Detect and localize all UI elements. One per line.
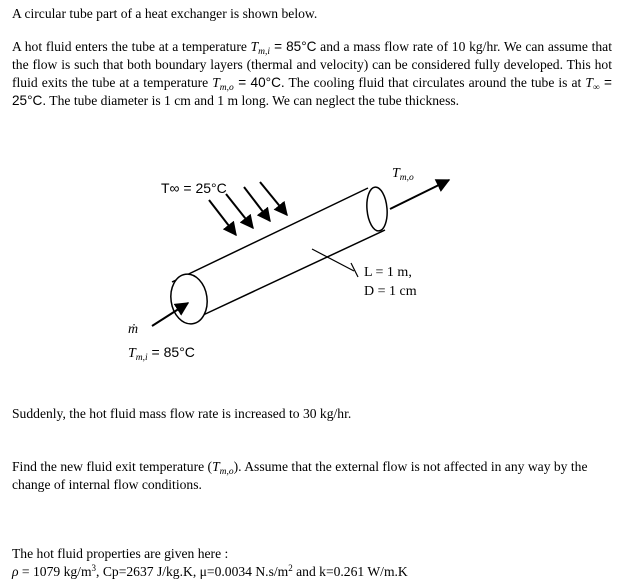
ambient-temperature-label: T∞ = 25°C — [161, 180, 227, 196]
outlet-temperature-label — [392, 166, 414, 182]
symbol-t: T — [392, 166, 400, 181]
density-symbol: ρ — [12, 564, 19, 579]
subscript-mi: m,i — [135, 353, 148, 363]
ambient-temperature-value: = 25°C. — [12, 75, 612, 108]
external-flow-arrow — [260, 182, 287, 215]
density-exponent: 3 — [91, 563, 97, 573]
problem-text-1: A hot fluid enters the tube at a temperature — [12, 39, 251, 54]
symbol-t: T — [212, 75, 220, 90]
properties-values — [12, 563, 612, 581]
question-text — [12, 458, 612, 494]
inlet-temperature-value: = 85°C — [270, 39, 317, 54]
symbol-t: T — [128, 346, 136, 361]
external-flow-arrow — [244, 187, 270, 221]
intro-text: A circular tube part of a heat exchanger is shown below. — [12, 6, 318, 21]
conductivity-value: and k=0.261 W/m.K — [292, 564, 408, 579]
subscript-infinity: ∞ — [592, 83, 600, 93]
flow-change-statement: Suddenly, the hot fluid mass flow rate is increased to 30 kg/hr. — [12, 406, 352, 421]
heat-exchanger-figure — [0, 160, 622, 375]
viscosity-exponent: 2 — [288, 563, 293, 573]
properties-title: The hot fluid properties are given here : — [12, 546, 229, 561]
problem-text-2: and a mass flow rate of 10 kg/hr. We can assume that the flow is such that both boundary layers (thermal and velocity) can be considered fully developed. This hot fluid exits the tube at a temperature — [12, 39, 612, 90]
tube-diagram — [0, 160, 622, 375]
outlet-temperature-value: = 40°C. — [233, 75, 285, 90]
subscript-mo: m,o — [399, 173, 414, 183]
cp-viscosity-values: , Cp=2637 J/kg.K, μ=0.0034 N.s/m — [96, 564, 289, 579]
outlet-flow-arrow — [390, 180, 449, 209]
density-value: = 1079 kg/m — [18, 564, 92, 579]
inlet-temperature-value: = 85°C — [147, 344, 195, 360]
tube-inlet-end — [168, 272, 211, 327]
question-text-2: ). Assume that the external flow is not affected in any way by the change of internal flow conditions. — [12, 459, 588, 492]
tube-length-label: L = 1 m, — [364, 265, 412, 280]
problem-text-3: The cooling fluid that circulates around the tube is at — [284, 75, 586, 90]
tube-diameter-label: D = 1 cm — [364, 284, 417, 299]
question-text-1: Find the new fluid exit temperature ( — [12, 459, 213, 474]
symbol-t: T — [250, 39, 259, 54]
subscript-mi: m,i — [258, 47, 271, 57]
problem-text-4: The tube diameter is 1 cm and 1 m long. We can neglect the tube thickness. — [46, 93, 460, 108]
problem-statement — [12, 38, 612, 110]
external-flow-arrow — [226, 194, 253, 228]
symbol-t: T — [212, 459, 220, 474]
subscript-mo: m,o — [219, 83, 234, 93]
mass-flow-label: ṁ — [128, 322, 139, 337]
symbol-t: T — [585, 75, 593, 90]
tube-outlet-end — [365, 186, 389, 232]
inlet-temperature-label — [128, 344, 195, 362]
dimension-leader — [312, 249, 354, 271]
subscript-mo: m,o — [219, 467, 234, 477]
external-flow-arrow — [209, 200, 236, 235]
